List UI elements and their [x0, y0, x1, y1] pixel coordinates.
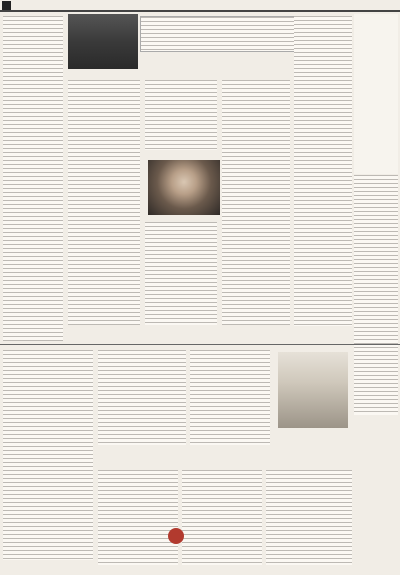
body-col-2	[145, 80, 217, 150]
stamp-emblem	[168, 528, 184, 544]
lower-mid-col-2	[190, 350, 270, 445]
body-col-4	[222, 80, 290, 325]
header-rule	[0, 10, 400, 12]
photo-woman	[148, 160, 220, 215]
body-col-1	[68, 80, 140, 325]
body-col-5	[294, 16, 352, 326]
lower-mid-col	[98, 350, 186, 445]
bottom-col-3	[266, 470, 352, 565]
section-number	[2, 1, 11, 10]
lower-left-col	[3, 350, 93, 560]
photo-officials	[68, 14, 138, 69]
mid-divider	[0, 344, 400, 345]
bottom-col-1	[98, 470, 178, 565]
photo-old-man	[278, 352, 348, 428]
left-column	[3, 16, 63, 341]
body-col-3	[145, 222, 217, 325]
bottom-col-2	[182, 470, 262, 565]
right-column-text	[354, 175, 398, 415]
right-feature-panel	[354, 14, 398, 174]
